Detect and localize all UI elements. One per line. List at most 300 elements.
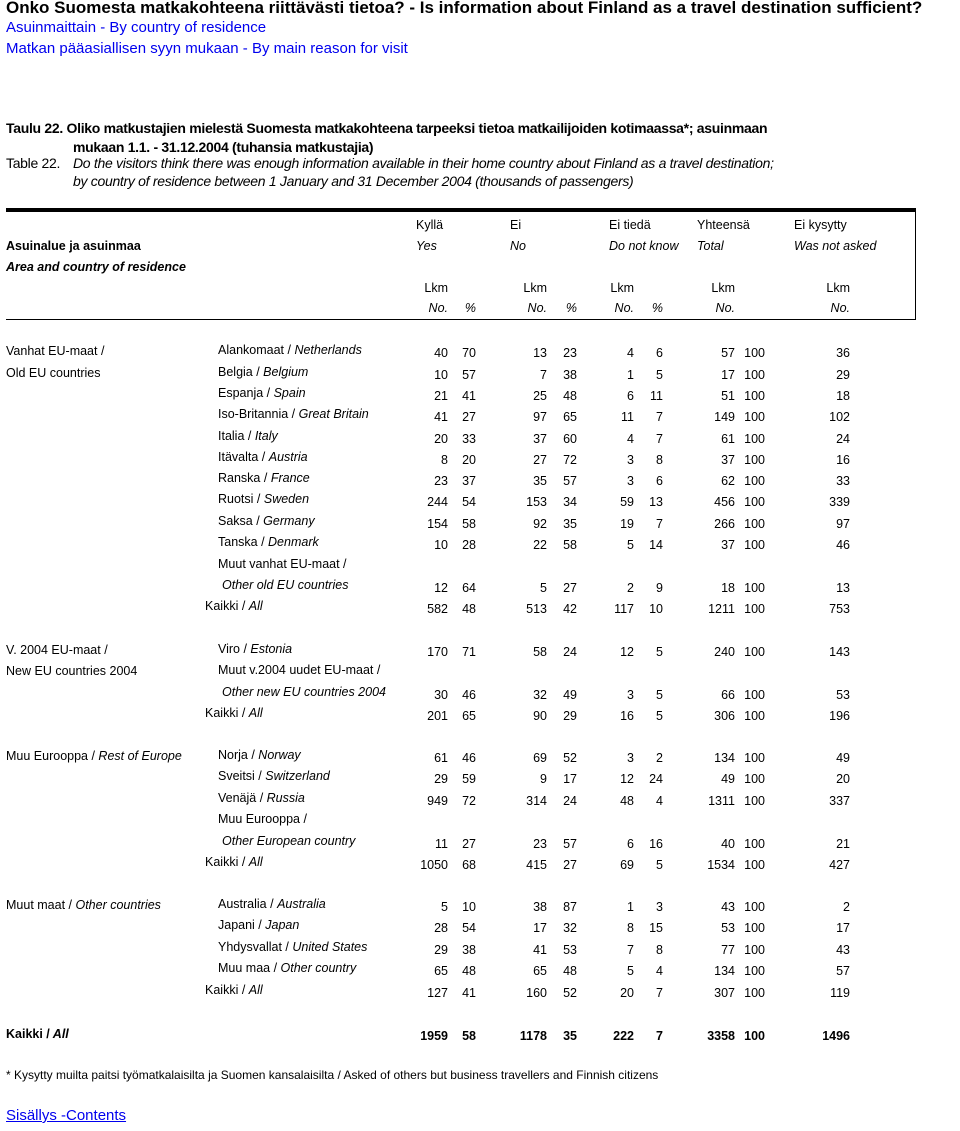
cell-value: 5 (441, 900, 448, 914)
area-label (6, 643, 108, 657)
cell-value: 48 (462, 602, 476, 616)
cell-value: 1311 (708, 794, 735, 808)
subtotal-label (205, 983, 263, 997)
cell-value: 100 (744, 645, 765, 659)
country-label (218, 918, 299, 932)
cell-value: 37 (721, 538, 735, 552)
cell-value: 134 (714, 964, 735, 978)
cell-value: 32 (563, 921, 577, 935)
cell-value: 4 (627, 432, 634, 446)
cell-value: 48 (563, 964, 577, 978)
cell-value: 61 (434, 751, 448, 765)
cell-value: 13 (836, 581, 850, 595)
country-label-en: Germany (263, 514, 315, 528)
country-label-fi: Kaikki / (205, 983, 249, 997)
cell-value: 5 (656, 688, 663, 702)
country-label-fi: Muut vanhat EU-maat / (218, 557, 347, 571)
unit-lkm: Lkm (711, 281, 735, 295)
cell-value: 100 (744, 964, 765, 978)
country-label-fi: Kaikki / (205, 599, 249, 613)
cell-value: 21 (434, 389, 448, 403)
cell-value: 17 (563, 772, 577, 786)
cell-value: 37 (721, 453, 735, 467)
table-top-rule (6, 208, 916, 212)
country-label (218, 535, 319, 549)
cell-value: 92 (533, 517, 547, 531)
unit-pct: % (565, 301, 577, 315)
cell-value: 20 (434, 432, 448, 446)
cell-value: 7 (540, 368, 547, 382)
cell-value: 64 (462, 581, 476, 595)
cell-value: 38 (462, 943, 476, 957)
cell-value: 49 (721, 772, 735, 786)
cell-value: 15 (649, 921, 663, 935)
country-label-en: All (248, 706, 263, 720)
country-label-fi: Venäjä / (218, 791, 267, 805)
country-label-en: Great Britain (298, 407, 369, 421)
cell-value: 100 (744, 517, 765, 531)
cell-value: 100 (744, 837, 765, 851)
cell-value: 2 (627, 581, 634, 595)
country-label-fi: Australia / (218, 897, 278, 911)
cell-value: 100 (744, 709, 765, 723)
cell-value: 29 (836, 368, 850, 382)
cell-value: 7 (627, 943, 634, 957)
country-label-en: Other European country (222, 834, 356, 848)
cell-value: 753 (829, 602, 850, 616)
cell-value: 58 (462, 1029, 476, 1043)
col-total-en: Total (697, 239, 724, 253)
cell-value: 49 (836, 751, 850, 765)
cell-value: 5 (656, 858, 663, 872)
country-label-fi: Belgia / (218, 365, 264, 379)
cell-value: 24 (836, 432, 850, 446)
caption-en-line2: by country of residence between 1 January and 31 December 2004 (thousands of passengers) (73, 173, 634, 189)
cell-value: 1050 (420, 858, 448, 872)
cell-value: 3 (627, 688, 634, 702)
cell-value: 52 (563, 751, 577, 765)
cell-value: 27 (462, 410, 476, 424)
country-label-fi: Itävalta / (218, 450, 269, 464)
cell-value: 90 (533, 709, 547, 723)
cell-value: 4 (627, 346, 634, 360)
cell-value: 14 (649, 538, 663, 552)
cell-value: 5 (656, 645, 663, 659)
country-label (218, 748, 301, 762)
area-label-en: Rest of Europe (94, 749, 182, 763)
cell-value: 9 (540, 772, 547, 786)
cell-value: 6 (627, 837, 634, 851)
cell-value: 51 (721, 389, 735, 403)
cell-value: 65 (533, 964, 547, 978)
cell-value: 33 (836, 474, 850, 488)
cell-value: 13 (649, 495, 663, 509)
cell-value: 8 (656, 943, 663, 957)
cell-value: 58 (533, 645, 547, 659)
cell-value: 13 (533, 346, 547, 360)
cell-value: 3358 (707, 1029, 735, 1043)
cell-value: 100 (744, 900, 765, 914)
cell-value: 35 (533, 474, 547, 488)
cell-value: 1496 (822, 1029, 850, 1043)
cell-value: 6 (656, 474, 663, 488)
cell-value: 2 (843, 900, 850, 914)
country-label-en: Other old EU countries (222, 578, 349, 592)
cell-value: 100 (744, 986, 765, 1000)
area-label (6, 898, 161, 912)
cell-value: 5 (627, 964, 634, 978)
cell-value: 100 (744, 432, 765, 446)
country-label-en: Other country (280, 961, 357, 975)
area-label-en: Other countries (72, 898, 161, 912)
cell-value: 48 (563, 389, 577, 403)
cell-value: 10 (649, 602, 663, 616)
cell-value: 127 (427, 986, 448, 1000)
cell-value: 3 (656, 900, 663, 914)
cell-value: 32 (533, 688, 547, 702)
country-label (218, 642, 292, 656)
cell-value: 87 (563, 900, 577, 914)
cell-value: 72 (563, 453, 577, 467)
table-right-rule (915, 208, 916, 320)
footnote: * Kysytty muilta paitsi työmatkalaisilta ja Suomen kansalaisilta / Asked of others but business travellers and Finnish citizens (6, 1068, 659, 1082)
cell-value: 100 (744, 453, 765, 467)
country-label (218, 492, 309, 506)
cell-value: 46 (836, 538, 850, 552)
cell-value: 100 (744, 346, 765, 360)
cell-value: 22 (533, 538, 547, 552)
cell-value: 12 (434, 581, 448, 595)
cell-value: 154 (427, 517, 448, 531)
country-label-en: Russia (266, 791, 305, 805)
cell-value: 4 (656, 964, 663, 978)
col-na-en: Was not asked (794, 239, 877, 253)
cell-value: 2 (656, 751, 663, 765)
col-total-fi: Yhteensä (697, 218, 750, 232)
country-label-fi: Muu maa / (218, 961, 281, 975)
cell-value: 97 (836, 517, 850, 531)
country-label-en: Austria (268, 450, 308, 464)
cell-value: 41 (462, 986, 476, 1000)
cell-value: 6 (627, 389, 634, 403)
cell-value: 513 (526, 602, 547, 616)
cell-value: 48 (620, 794, 634, 808)
cell-value: 52 (563, 986, 577, 1000)
cell-value: 266 (714, 517, 735, 531)
country-label-en: Norway (258, 748, 301, 762)
col-yes-fi: Kyllä (416, 218, 444, 232)
country-label-en: Sweden (263, 492, 310, 506)
cell-value: 62 (721, 474, 735, 488)
col-na-fi: Ei kysytty (794, 218, 847, 232)
link-by-country[interactable]: Asuinmaittain - By country of residence (6, 19, 267, 36)
cell-value: 119 (830, 986, 850, 1000)
cell-value: 66 (721, 688, 735, 702)
cell-value: 33 (462, 432, 476, 446)
cell-value: 57 (462, 368, 476, 382)
cell-value: 7 (656, 410, 663, 424)
table-header-rule (6, 319, 916, 320)
cell-value: 29 (434, 943, 448, 957)
cell-value: 20 (462, 453, 476, 467)
cell-value: 54 (462, 921, 476, 935)
country-label (218, 940, 367, 954)
link-by-reason[interactable]: Matkan pääasiallisen syyn mukaan - By main reason for visit (6, 40, 408, 57)
cell-value: 65 (462, 709, 476, 723)
cell-value: 59 (620, 495, 634, 509)
cell-value: 100 (744, 581, 765, 595)
cell-value: 10 (462, 900, 476, 914)
cell-value: 49 (563, 688, 577, 702)
cell-value: 43 (836, 943, 850, 957)
cell-value: 240 (714, 645, 735, 659)
cell-value: 58 (462, 517, 476, 531)
country-label-fi: Alankomaat / (218, 343, 295, 357)
cell-value: 53 (563, 943, 577, 957)
country-label (222, 834, 355, 848)
cell-value: 58 (563, 538, 577, 552)
area-label-fi: Muu Eurooppa / (6, 749, 95, 763)
country-label-en: Japan (265, 918, 300, 932)
cell-value: 3 (627, 474, 634, 488)
unit-pct: % (464, 301, 476, 315)
contents-link[interactable]: Sisällys -Contents (6, 1107, 127, 1124)
cell-value: 72 (462, 794, 476, 808)
cell-value: 57 (721, 346, 735, 360)
cell-value: 5 (656, 709, 663, 723)
cell-value: 70 (462, 346, 476, 360)
cell-value: 149 (714, 410, 735, 424)
cell-value: 17 (836, 921, 850, 935)
col-no-fi: Ei (510, 218, 522, 232)
country-label-en: Switzerland (265, 769, 330, 783)
country-label-fi: Saksa / (218, 514, 264, 528)
cell-value: 3 (627, 453, 634, 467)
area-label-fi: Vanhat EU-maat / (6, 344, 105, 358)
cell-value: 69 (620, 858, 634, 872)
cell-value: 100 (744, 538, 765, 552)
cell-value: 60 (563, 432, 577, 446)
unit-lkm: Lkm (826, 281, 850, 295)
cell-value: 11 (621, 410, 634, 424)
cell-value: 100 (744, 688, 765, 702)
country-label-fi: Ranska / (218, 471, 271, 485)
country-label-fi: Ruotsi / (218, 492, 264, 506)
country-label-fi: Viro / (218, 642, 251, 656)
cell-value: 59 (462, 772, 476, 786)
country-label (222, 578, 348, 592)
cell-value: 5 (627, 538, 634, 552)
cell-value: 160 (526, 986, 547, 1000)
unit-no: No. (614, 301, 634, 315)
cell-value: 37 (533, 432, 547, 446)
cell-value: 306 (714, 709, 735, 723)
cell-value: 1 (627, 900, 634, 914)
page-title: Onko Suomesta matkakohteena riittävästi tietoa? - Is information about Finland as a travel destination sufficient? (6, 0, 923, 17)
cell-value: 41 (434, 410, 448, 424)
cell-value: 102 (829, 410, 850, 424)
country-label-fi: Italia / (218, 429, 255, 443)
cell-value: 97 (533, 410, 547, 424)
cell-value: 1178 (519, 1029, 547, 1043)
cell-value: 29 (563, 709, 577, 723)
country-label-en: Netherlands (294, 343, 362, 357)
cell-value: 27 (462, 837, 476, 851)
row-header-fi: Asuinalue ja asuinmaa (6, 239, 141, 253)
cell-value: 69 (533, 751, 547, 765)
country-label-fi: Tanska / (218, 535, 269, 549)
cell-value: 11 (435, 837, 448, 851)
country-label-fi: Kaikki / (205, 855, 249, 869)
cell-value: 20 (836, 772, 850, 786)
country-label-en: All (248, 983, 263, 997)
cell-value: 16 (836, 453, 850, 467)
country-label (218, 897, 326, 911)
cell-value: 7 (656, 1029, 663, 1043)
country-label (218, 386, 306, 400)
col-dk-fi: Ei tiedä (609, 218, 651, 232)
cell-value: 100 (744, 368, 765, 382)
cell-value: 582 (427, 602, 448, 616)
cell-value: 100 (744, 389, 765, 403)
col-dk-en: Do not know (609, 239, 679, 253)
cell-value: 4 (656, 794, 663, 808)
cell-value: 53 (836, 688, 850, 702)
subtotal-label (205, 855, 263, 869)
country-label-en: All (248, 599, 263, 613)
country-label (218, 471, 310, 485)
cell-value: 40 (434, 346, 448, 360)
cell-value: 16 (620, 709, 634, 723)
cell-value: 9 (656, 581, 663, 595)
cell-value: 27 (563, 581, 577, 595)
cell-value: 29 (434, 772, 448, 786)
cell-value: 23 (533, 837, 547, 851)
cell-value: 170 (427, 645, 448, 659)
cell-value: 43 (721, 900, 735, 914)
col-no-en: No (510, 239, 526, 253)
cell-value: 222 (613, 1029, 634, 1043)
cell-value: 7 (656, 517, 663, 531)
country-label (222, 685, 386, 699)
cell-value: 57 (563, 837, 577, 851)
cell-value: 339 (829, 495, 850, 509)
cell-value: 100 (744, 410, 765, 424)
cell-value: 11 (650, 389, 663, 403)
country-label-en: Denmark (268, 535, 319, 549)
area-label (6, 1027, 69, 1041)
cell-value: 61 (721, 432, 735, 446)
country-label (218, 557, 347, 571)
country-label-en: Italy (254, 429, 278, 443)
cell-value: 949 (427, 794, 448, 808)
row-header-en: Area and country of residence (6, 260, 186, 274)
cell-value: 16 (649, 837, 663, 851)
caption-fi-line2: mukaan 1.1. - 31.12.2004 (tuhansia matkustajia) (73, 139, 374, 155)
cell-value: 23 (434, 474, 448, 488)
cell-value: 1 (627, 368, 634, 382)
country-label-fi: Yhdysvallat / (218, 940, 293, 954)
cell-value: 100 (744, 474, 765, 488)
cell-value: 42 (563, 602, 577, 616)
cell-value: 41 (533, 943, 547, 957)
col-yes-en: Yes (416, 239, 437, 253)
caption-en-line1: Do the visitors think there was enough information available in their home country about Finland as a travel destination; (73, 155, 774, 171)
cell-value: 100 (744, 858, 765, 872)
cell-value: 100 (744, 1029, 765, 1043)
cell-value: 8 (656, 453, 663, 467)
country-label (218, 769, 330, 783)
area-label-fi: V. 2004 EU-maat / (6, 643, 108, 657)
cell-value: 57 (836, 964, 850, 978)
cell-value: 314 (526, 794, 547, 808)
country-label (218, 791, 305, 805)
cell-value: 38 (533, 900, 547, 914)
cell-value: 77 (721, 943, 735, 957)
cell-value: 244 (427, 495, 448, 509)
unit-lkm: Lkm (523, 281, 547, 295)
cell-value: 24 (563, 645, 577, 659)
area-label-fi: Muut maat / (6, 898, 72, 912)
area-label-en: All (49, 1027, 69, 1041)
country-label-en: Belgium (263, 365, 309, 379)
country-label (218, 343, 362, 357)
area-label (6, 344, 104, 358)
cell-value: 1534 (707, 858, 735, 872)
country-label-en: All (248, 855, 263, 869)
cell-value: 100 (744, 772, 765, 786)
cell-value: 68 (462, 858, 476, 872)
country-label-fi: Sveitsi / (218, 769, 266, 783)
cell-value: 53 (721, 921, 735, 935)
unit-lkm: Lkm (424, 281, 448, 295)
country-label-fi: Japani / (218, 918, 266, 932)
cell-value: 35 (563, 1029, 577, 1043)
cell-value: 28 (462, 538, 476, 552)
country-label-en: Australia (277, 897, 326, 911)
cell-value: 27 (563, 858, 577, 872)
area-label (6, 664, 137, 678)
cell-value: 337 (829, 794, 850, 808)
country-label-fi: Iso-Britannia / (218, 407, 299, 421)
cell-value: 24 (563, 794, 577, 808)
cell-value: 1211 (708, 602, 735, 616)
cell-value: 17 (721, 368, 735, 382)
cell-value: 143 (829, 645, 850, 659)
cell-value: 12 (620, 772, 634, 786)
unit-pct: % (651, 301, 663, 315)
cell-value: 3 (627, 751, 634, 765)
cell-value: 100 (744, 794, 765, 808)
cell-value: 38 (563, 368, 577, 382)
cell-value: 134 (714, 751, 735, 765)
cell-value: 41 (462, 389, 476, 403)
cell-value: 8 (441, 453, 448, 467)
unit-no: No. (428, 301, 448, 315)
cell-value: 100 (744, 921, 765, 935)
unit-lkm: Lkm (610, 281, 634, 295)
country-label (218, 407, 369, 421)
area-label-en: Old EU countries (6, 366, 101, 380)
unit-no: No. (715, 301, 735, 315)
country-label-fi: Muut v.2004 uudet EU-maat / (218, 663, 381, 677)
country-label (218, 663, 380, 677)
cell-value: 196 (829, 709, 850, 723)
cell-value: 100 (744, 495, 765, 509)
cell-value: 18 (836, 389, 850, 403)
caption-en-label: Table 22. (6, 155, 61, 171)
subtotal-label (205, 599, 263, 613)
